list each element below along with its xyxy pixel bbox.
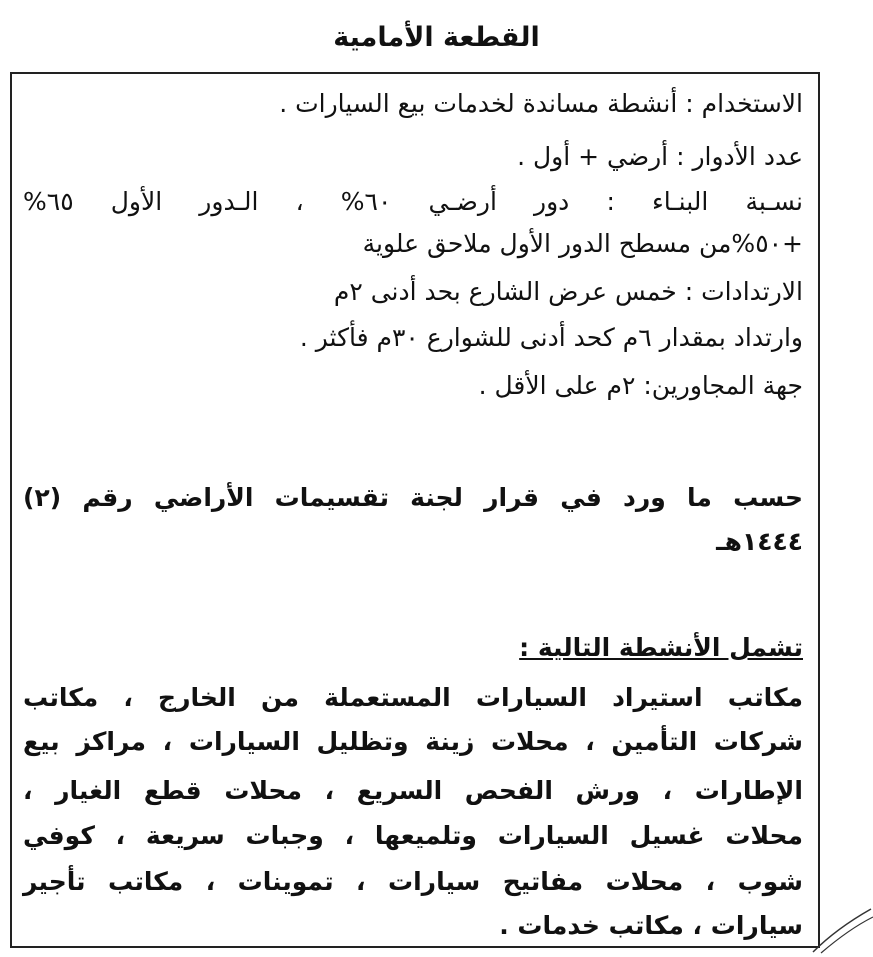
spec-line-neighbors: جهة المجاورين: ٢م على الأقل . [478,371,803,400]
activities-heading [23,628,803,668]
spec-line-coverage: نسـبة البنـاء : دور أرضـي ٦٠% ، الـدور الأول ٦٥% [23,187,803,216]
activities-line: مكاتب استيراد السيارات المستعملة من الخارج ، مكاتب [23,683,803,712]
activities-heading-text: تشمل الأنشطة التالية : [519,633,803,662]
activities-line: الإطارات ، ورش الفحص السريع ، محلات قطع الغيار ، [23,776,803,805]
activities-line: محلات غسيل السيارات وتلميعها ، وجبات سريعة ، كوفي [23,821,803,850]
activities-line: شركات التأمين ، محلات زينة وتظليل السيارات ، مراكز بيع [23,727,803,756]
spec-line-setbacks: الارتدادات : خمس عرض الشارع بحد أدنى ٢م [333,277,803,306]
activities-line: سيارات ، مكاتب خدمات . [499,911,803,940]
spec-line-usage: الاستخدام : أنشطة مساندة لخدمات بيع السيارات . [279,89,803,118]
signature-scribble [803,897,873,957]
spec-line-setback-min: وارتداد بمقدار ٦م كحد أدنى للشوارع ٣٠م فأكثر . [299,323,803,352]
decision-line: حسب ما ورد في قرار لجنة تقسيمات الأراضي رقم (٢) [23,483,803,512]
page-title: القطعة الأمامية [333,22,540,53]
decision-year: ١٤٤٤هـ [716,527,803,556]
spec-line-floors: عدد الأدوار : أرضي + أول . [517,142,803,171]
spec-line-coverage-roof: +٥٠%من مسطح الدور الأول ملاحق علوية [362,229,803,258]
activities-line: شوب ، محلات مفاتيح سيارات ، تموينات ، مكاتب تأجير [23,867,803,896]
